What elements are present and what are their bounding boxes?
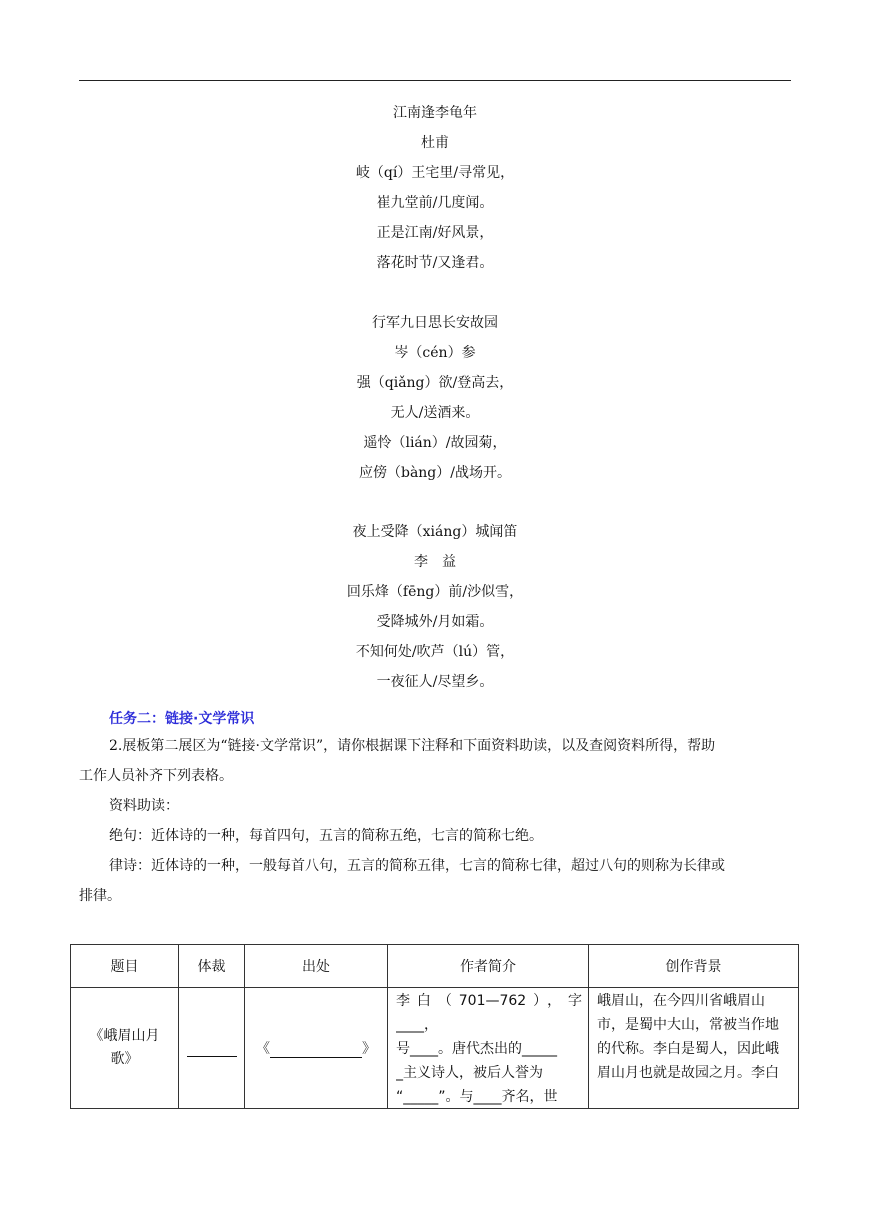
header-title: 题目 bbox=[71, 945, 179, 988]
intro-line: 工作人员补齐下列表格。 bbox=[79, 768, 233, 784]
poem-line: 不知何处/吹芦（lú）管， bbox=[355, 644, 515, 660]
background-cell bbox=[589, 988, 799, 1109]
poem-author: 李 益 bbox=[414, 554, 456, 570]
genre-cell bbox=[179, 988, 245, 1109]
header-background: 创作背景 bbox=[589, 945, 799, 988]
poem-jiangnan bbox=[0, 98, 870, 278]
source-blank[interactable] bbox=[270, 1041, 362, 1058]
poem-line: 崔九堂前/几度闻。 bbox=[376, 195, 494, 211]
header-source: 出处 bbox=[245, 945, 388, 988]
poem-author: 岑（cén）参 bbox=[394, 345, 476, 361]
source-cell bbox=[245, 988, 388, 1109]
header-genre: 体裁 bbox=[179, 945, 245, 988]
poem-title-cell bbox=[71, 988, 179, 1109]
poem-yeshang bbox=[0, 517, 870, 697]
reference-label: 资料助读： bbox=[109, 798, 179, 814]
author-bio-line: 号____。唐代杰出的_____ bbox=[396, 1041, 557, 1057]
poem-line: 正是江南/好风景， bbox=[376, 225, 494, 241]
poem-line: 落花时节/又逢君。 bbox=[376, 255, 494, 271]
lvshi-definition-cont: 排律。 bbox=[79, 888, 121, 904]
poem-line: 受降城外/月如霜。 bbox=[376, 614, 494, 630]
poem-line: 回乐烽（fēng）前/沙似雪， bbox=[346, 584, 524, 600]
poem-line: 遥怜（lián）/故园菊， bbox=[363, 435, 507, 451]
poem-line: 强（qiǎng）欲/登高去， bbox=[356, 375, 514, 391]
title-line: 《峨眉山月 bbox=[89, 1028, 160, 1044]
table-header-row bbox=[71, 945, 799, 988]
literature-table bbox=[70, 944, 799, 1109]
header-rule bbox=[79, 80, 791, 81]
background-line: 市，是蜀中大山，常被当作地 bbox=[597, 1017, 779, 1033]
author-bio-line: _主义诗人，被后人誉为 bbox=[396, 1065, 543, 1081]
task2-intro bbox=[79, 731, 795, 911]
poem-title: 江南逢李龟年 bbox=[393, 105, 477, 121]
background-line: 的代称。李白是蜀人，因此峨 bbox=[597, 1041, 779, 1057]
poem-line: 无人/送酒来。 bbox=[390, 405, 480, 421]
poem-line: 一夜征人/尽望乡。 bbox=[376, 674, 494, 690]
genre-blank[interactable] bbox=[187, 1040, 237, 1057]
jueju-definition: 绝句：近体诗的一种，每首四句，五言的简称五绝，七言的简称七绝。 bbox=[109, 828, 543, 844]
book-mark-close: 》 bbox=[362, 1041, 376, 1057]
background-line: 峨眉山，在今四川省峨眉山 bbox=[597, 993, 765, 1009]
task2-heading: 任务二：链接·文学常识 bbox=[109, 711, 255, 727]
poem-title: 夜上受降（xiáng）城闻笛 bbox=[352, 524, 518, 540]
intro-line: 2.展板第二展区为“链接·文学常识”，请你根据课下注释和下面资料助读，以及查阅资料所得，帮助 bbox=[109, 738, 716, 754]
author-bio-line: 李白（701—762），字____， bbox=[396, 993, 582, 1033]
lvshi-definition: 律诗：近体诗的一种，一般每首八句，五言的简称五律，七言的简称七律，超过八句的则称为长律或 bbox=[109, 858, 725, 874]
author-bio-line: “_____”。与____齐名，世 bbox=[396, 1089, 558, 1105]
background-line: 眉山月也就是故园之月。李白 bbox=[597, 1065, 779, 1081]
poem-author: 杜甫 bbox=[421, 135, 449, 151]
author-bio-cell bbox=[388, 988, 589, 1109]
book-mark-open: 《 bbox=[256, 1041, 270, 1057]
poem-title: 行军九日思长安故园 bbox=[372, 315, 498, 331]
poem-line: 应傍（bàng）/战场开。 bbox=[358, 465, 511, 481]
table-row bbox=[71, 988, 799, 1109]
poem-xingjun bbox=[0, 308, 870, 488]
poem-line: 岐（qí）王宅里/寻常见， bbox=[355, 165, 515, 181]
title-line: 歌》 bbox=[110, 1051, 139, 1067]
header-author-bio: 作者简介 bbox=[388, 945, 589, 988]
